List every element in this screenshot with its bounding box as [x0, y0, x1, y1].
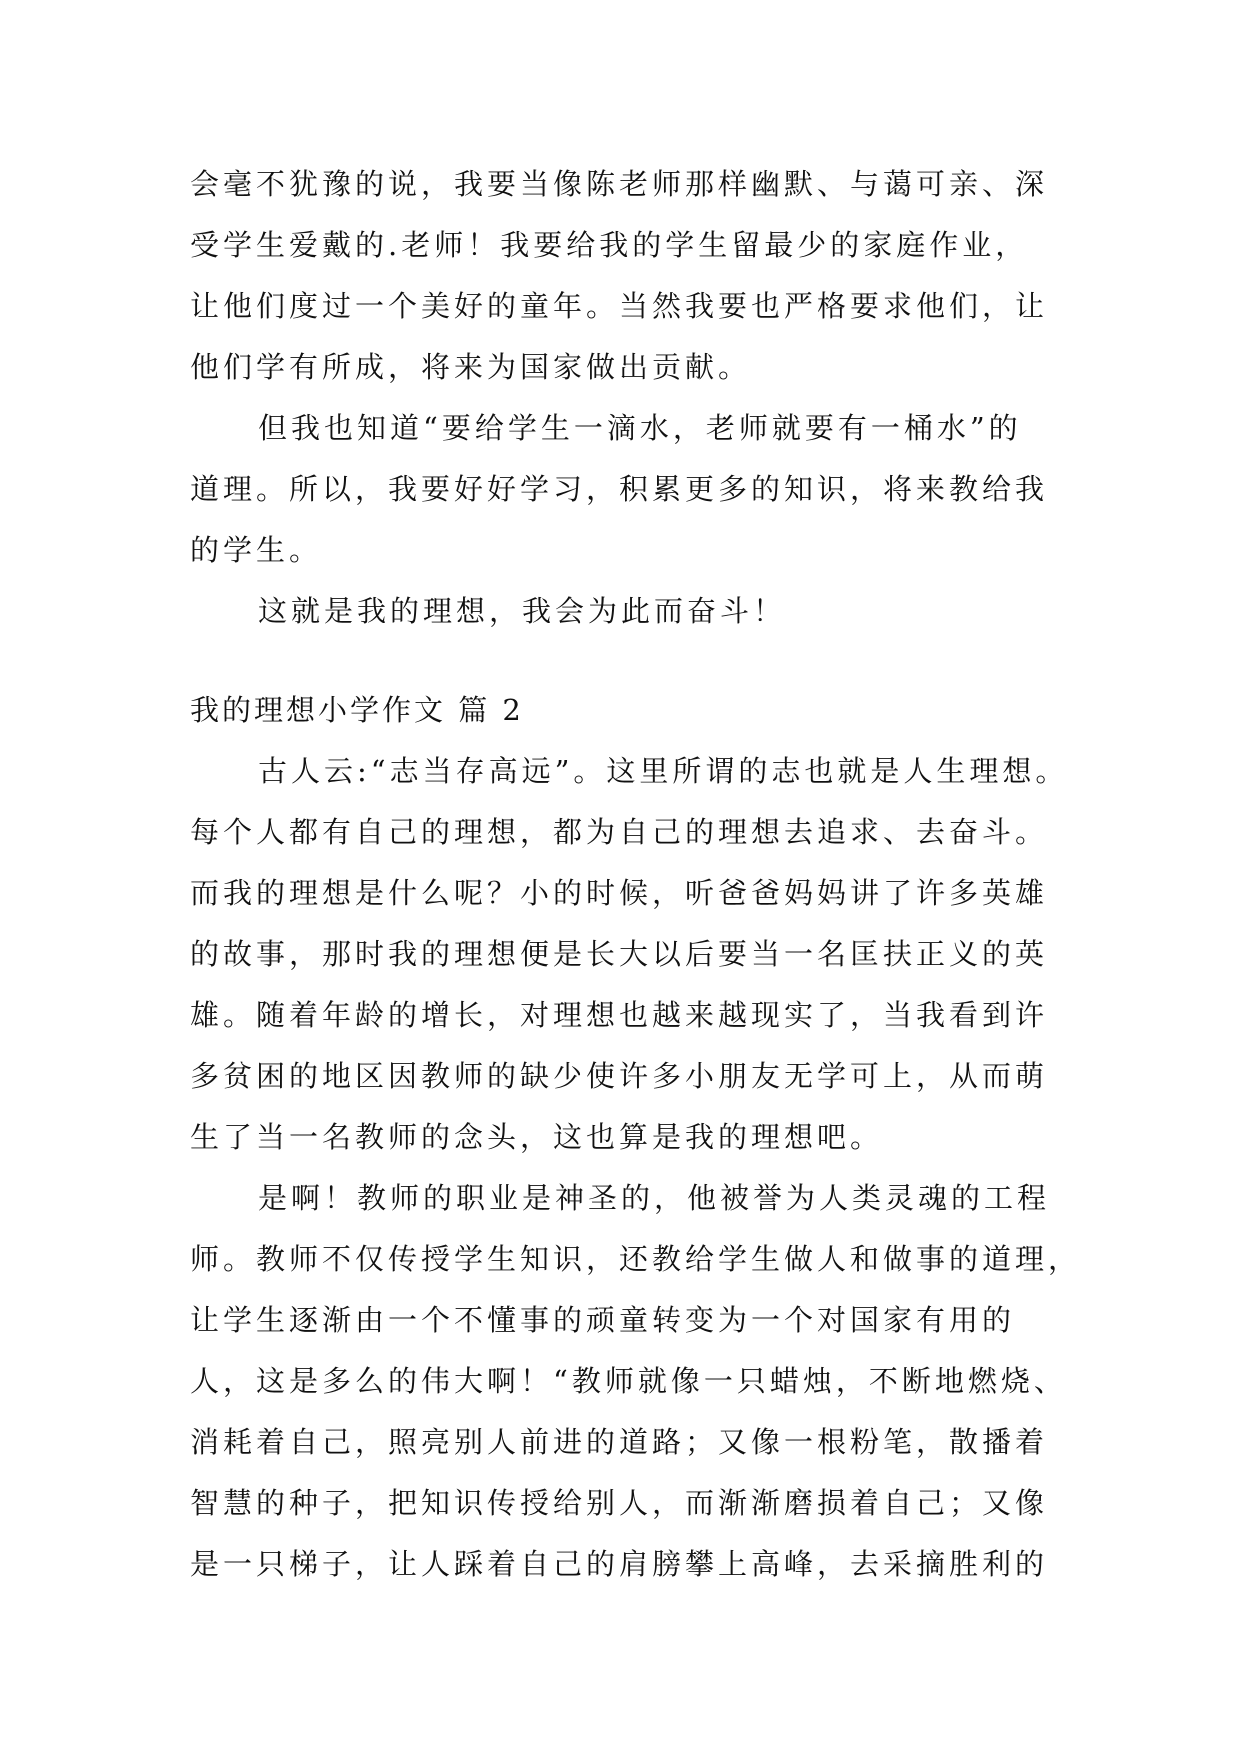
- text-line: 雄。随着年龄的增长，对理想也越来越现实了，当我看到许: [190, 998, 1049, 1032]
- text-line: 让他们度过一个美好的童年。当然我要也严格要求他们，让: [190, 289, 1049, 323]
- section-1-paragraph-2: [190, 398, 1060, 581]
- section-2: [190, 680, 1082, 1595]
- text-line: 的学生。: [190, 533, 323, 567]
- text-line: 智慧的种子，把知识传授给别人，而渐渐磨损着自己；又像: [190, 1486, 1049, 1520]
- text-line: 是啊！教师的职业是神圣的，他被誉为人类灵魂的工程: [258, 1181, 1051, 1215]
- text-line: 每个人都有自己的理想，都为自己的理想去追求、去奋斗。: [190, 815, 1049, 849]
- section-1: [190, 154, 1060, 642]
- text-line: 消耗着自己，照亮别人前进的道路；又像一根粉笔，散播着: [190, 1425, 1049, 1459]
- text-line: 会毫不犹豫的说，我要当像陈老师那样幽默、与蔼可亲、深: [190, 167, 1049, 201]
- text-line: 而我的理想是什么呢？小的时候，听爸爸妈妈讲了许多英雄: [190, 876, 1049, 910]
- text-line: 的故事，那时我的理想便是长大以后要当一名匡扶正义的英: [190, 937, 1049, 971]
- text-line: 古人云:“志当存高远”。这里所谓的志也就是人生理想。: [258, 754, 1069, 788]
- text-line: 这就是我的理想，我会为此而奋斗！: [258, 594, 787, 628]
- text-line: 道理。所以，我要好好学习，积累更多的知识，将来教给我: [190, 472, 1049, 506]
- text-line: 让学生逐渐由一个不懂事的顽童转变为一个对国家有用的: [190, 1303, 1016, 1337]
- text-line: 是一只梯子，让人踩着自己的肩膀攀上高峰，去采摘胜利的: [190, 1547, 1049, 1581]
- section-1-paragraph-1: [190, 154, 1060, 398]
- text-line: 但我也知道“要给学生一滴水，老师就要有一桶水”的: [258, 411, 1022, 445]
- section-1-paragraph-3: [190, 581, 1060, 642]
- text-line: 生了当一名教师的念头，这也算是我的理想吧。: [190, 1120, 884, 1154]
- text-line: 多贫困的地区因教师的缺少使许多小朋友无学可上，从而萌: [190, 1059, 1049, 1093]
- text-line: 师。教师不仅传授学生知识，还教给学生做人和做事的道理，: [190, 1242, 1082, 1276]
- text-line: 受学生爱戴的.老师！我要给我的学生留最少的家庭作业，: [190, 228, 1029, 262]
- section-2-paragraph-1: [190, 741, 1069, 1168]
- section-heading: 我的理想小学作文 篇 2: [190, 693, 524, 727]
- section-2-paragraph-2: [190, 1168, 1082, 1595]
- text-line: 他们学有所成，将来为国家做出贡献。: [190, 350, 752, 384]
- text-line: 人，这是多么的伟大啊！“教师就像一只蜡烛，不断地燃烧、: [190, 1364, 1067, 1398]
